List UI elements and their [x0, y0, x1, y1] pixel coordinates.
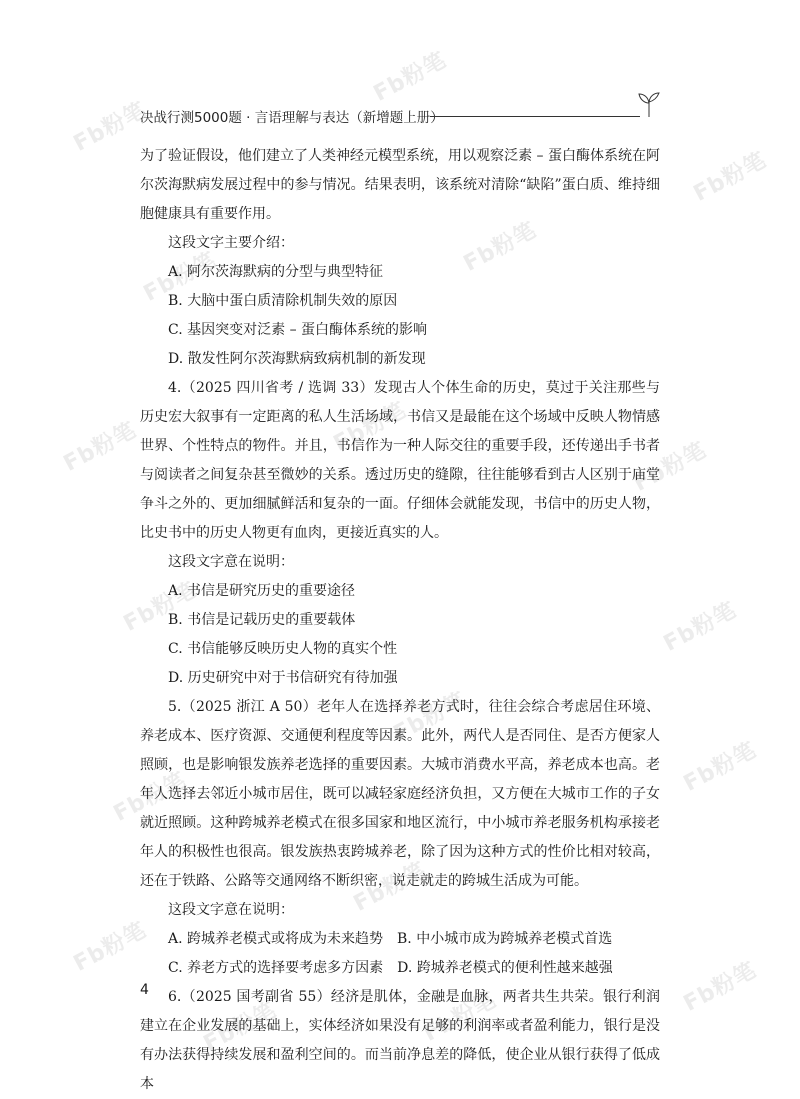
- body-paragraph: 6.（2025 国考副省 55）经济是肌体，金融是血脉，两者共生共荣。银行利润建立在企业发展的基础上，实体经济如果没有足够的利润率或者盈利能力，银行是没有办法获得持续发展和盈利空间的。而当前净息差的降低，使企业从银行获得了低成本: [140, 989, 660, 1092]
- option-row: [140, 925, 660, 954]
- answer-option: A. 跨城养老模式或将成为未来趋势: [168, 931, 384, 947]
- watermark: Fb粉笔: [419, 987, 501, 1047]
- answer-option: C. 养老方式的选择要考虑多方因素: [168, 960, 384, 976]
- watermark: Fb粉笔: [139, 247, 221, 307]
- body-paragraph: 为了验证假设，他们建立了人类神经元模型系统，用以观察泛素 – 蛋白酶体系统在阿尔茨海默病发展过程中的参与情况。结果表明，该系统对清除“缺陷”蛋白质、维持细胞健康具有重要作用。: [140, 148, 660, 222]
- watermark: Fb粉笔: [329, 397, 411, 457]
- watermark: Fb粉笔: [389, 687, 471, 747]
- header-title: 决战行测5000题 · 言语理解与表达（新增题上册）: [140, 110, 444, 126]
- header-rule: [430, 116, 640, 117]
- watermark: Fb粉笔: [459, 217, 541, 277]
- watermark: Fb粉笔: [689, 147, 771, 207]
- watermark: Fb粉笔: [659, 597, 741, 657]
- watermark: Fb粉笔: [349, 857, 431, 917]
- body-paragraph: 5.（2025 浙江 A 50）老年人在选择养老方式时，往往会综合考虑居住环境、养老成本、医疗资源、交通便利程度等因素。此外，两代人是否同住、是否方便家人照顾，也是影响银发族养老选择的重要因素。大城市消费水平高，养老成本也高。老年人选择去邻近小城市居住，既可以减轻家庭经济负担，又方便在大城市工作的子女就近照顾。这种跨城养老模式在很多国家和地区流行，中小城市养老服务机构承接老年人的积极性也很高。银发族热衷跨城养老，除了因为这种方式的性价比相对较高，还在于铁路、公路等交通网络不断织密，说走就走的跨城生活成为可能。: [140, 699, 660, 889]
- watermark: Fb粉笔: [199, 997, 281, 1057]
- answer-option: B. 书信是记载历史的重要载体: [168, 612, 356, 628]
- watermark: Fb粉笔: [69, 97, 151, 157]
- body-paragraph: 这段文字主要介绍：: [168, 235, 294, 251]
- body-paragraph: 这段文字意在说明：: [168, 554, 294, 570]
- answer-option: A. 阿尔茨海默病的分型与典型特征: [168, 264, 384, 280]
- watermark: Fb粉笔: [369, 47, 451, 107]
- option-row: [140, 954, 660, 983]
- answer-option: D. 散发性阿尔茨海默病致病机制的新发现: [168, 351, 426, 367]
- body-paragraph: 4.（2025 四川省考 / 选调 33）发现古人个体生命的历史，莫过于关注那些与历史宏大叙事有一定距离的私人生活场域，书信又是最能在这个场域中反映人物情感世界、个性特点的物件。并且，书信作为一种人际交往的重要手段，还传递出手书者与阅读者之间复杂甚至微妙的关系。透过历史的缝隙，往往能够看到古人区别于庙堂争斗之外的、更加细腻鲜活和复杂的一面。仔细体会就能发现，书信中的历史人物，比史书中的历史人物更有血肉，更接近真实的人。: [140, 380, 660, 541]
- answer-option: D. 跨城养老模式的便利性越来越强: [397, 960, 613, 976]
- page-number: 4: [140, 982, 149, 998]
- watermark: Fb粉笔: [679, 737, 761, 797]
- watermark: Fb粉笔: [119, 577, 201, 637]
- watermark: Fb粉笔: [629, 437, 711, 497]
- answer-option: C. 书信能够反映历史人物的真实个性: [168, 641, 398, 657]
- answer-option: B. 大脑中蛋白质清除机制失效的原因: [168, 293, 398, 309]
- answer-option: C. 基因突变对泛素 – 蛋白酶体系统的影响: [168, 322, 428, 338]
- watermark: Fb粉笔: [109, 767, 191, 827]
- answer-option: B. 中小城市成为跨城养老模式首选: [397, 931, 613, 947]
- answer-option: A. 书信是研究历史的重要途径: [168, 583, 356, 599]
- watermark: Fb粉笔: [69, 917, 151, 977]
- watermark: Fb粉笔: [59, 417, 141, 477]
- page-content: [140, 142, 660, 1099]
- running-header: [140, 106, 660, 130]
- watermark: Fb粉笔: [679, 957, 761, 1017]
- body-paragraph: 这段文字意在说明：: [168, 902, 294, 918]
- sprout-icon: [638, 92, 660, 118]
- answer-option: D. 历史研究中对于书信研究有待加强: [168, 670, 398, 686]
